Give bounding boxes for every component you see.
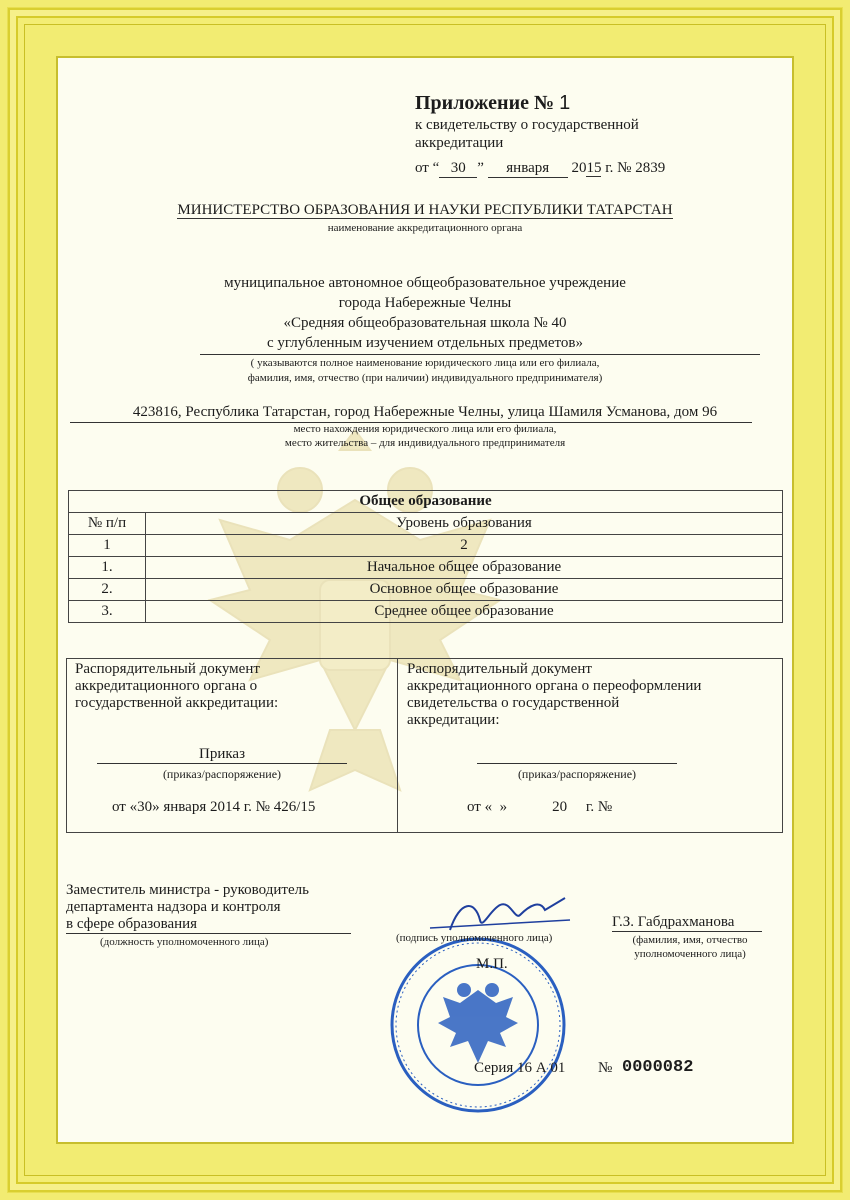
numbering-col-1: 1: [69, 535, 146, 557]
row-num: 2.: [69, 579, 146, 601]
signatory-position: Заместитель министра - руководитель департамента надзора и контроля в сфере образования: [66, 882, 351, 934]
series-number: 0000082: [622, 1058, 694, 1077]
left-doc-date: от «30» января 2014 г. № 426/15: [112, 799, 316, 815]
documents-divider: [397, 659, 398, 832]
table-numbering-row: [69, 535, 783, 557]
org-line-4: с углубленным изучением отдельных предметов»: [267, 335, 583, 351]
address-caption-1: место нахождения юридического лица или его филиала,: [293, 423, 557, 435]
table-title: Общее образование: [69, 491, 783, 513]
appendix-subtitle-2: аккредитации: [415, 135, 504, 151]
name-caption-1: (фамилия, имя, отчество: [632, 934, 748, 946]
left-doc-title: Распорядительный документ аккредитационного органа о государственной аккредитации:: [75, 661, 279, 711]
address-caption-2: место жительства – для индивидуального предпринимателя: [284, 437, 566, 449]
signatory-name: Г.З. Габдрахманова: [612, 914, 762, 932]
right-doc-date: от « » 20 г. №: [467, 799, 613, 815]
appendix-subtitle-1: к свидетельству о государственной: [415, 117, 639, 133]
signature-caption: (подпись уполномоченного лица): [396, 932, 553, 944]
right-doc-title: Распорядительный документ аккредитационного органа о переоформлении свидетельства о государственной аккредитации:: [407, 661, 702, 728]
table-header-row: [69, 513, 783, 535]
left-doc-caption: (приказ/распоряжение): [162, 767, 282, 781]
appendix-title: Приложение № 1: [415, 92, 571, 114]
org-line-3: «Средняя общеобразовательная школа № 40: [283, 315, 567, 331]
org-caption-2: фамилия, имя, отчество (при наличии) индивидуального предпринимателя): [247, 372, 603, 384]
left-doc-type: Приказ: [97, 746, 347, 764]
appendix-date: от “ 30 ” января 2015 г. № 2839: [415, 160, 666, 176]
series-number-label: №: [598, 1060, 613, 1076]
series-label: Серия 16 А 01: [474, 1060, 566, 1076]
org-line-1: муниципальное автономное общеобразовательное учреждение: [224, 275, 626, 291]
table-row: [69, 557, 783, 579]
table-title-row: [69, 491, 783, 513]
row-level: Среднее общее образование: [146, 601, 783, 623]
right-doc-underline: [477, 763, 677, 764]
row-num: 3.: [69, 601, 146, 623]
header-level: Уровень образования: [146, 513, 783, 535]
table-row: [69, 601, 783, 623]
education-table: [68, 490, 783, 623]
right-doc-caption: (приказ/распоряжение): [517, 767, 637, 781]
ministry-caption: наименование аккредитационного органа: [327, 222, 523, 234]
address-text: 423816, Республика Татарстан, город Набережные Челны, улица Шамиля Усманова, дом 96: [132, 404, 718, 420]
numbering-col-2: 2: [146, 535, 783, 557]
name-caption-2: уполномоченного лица): [634, 948, 746, 960]
table-row: [69, 579, 783, 601]
seal-place-label: М.П.: [476, 956, 508, 972]
documents-box: [66, 658, 783, 833]
position-caption: (должность уполномоченного лица): [100, 936, 269, 948]
org-caption-1: ( указываются полное наименование юридического лица или его филиала,: [250, 357, 600, 369]
org-underline: [200, 354, 760, 355]
row-num: 1.: [69, 557, 146, 579]
row-level: Начальное общее образование: [146, 557, 783, 579]
org-line-2: города Набережные Челны: [338, 295, 512, 311]
ministry-name: МИНИСТЕРСТВО ОБРАЗОВАНИЯ И НАУКИ РЕСПУБЛИКИ ТАТАРСТАН: [177, 202, 673, 218]
header-num: № п/п: [69, 513, 146, 535]
row-level: Основное общее образование: [146, 579, 783, 601]
